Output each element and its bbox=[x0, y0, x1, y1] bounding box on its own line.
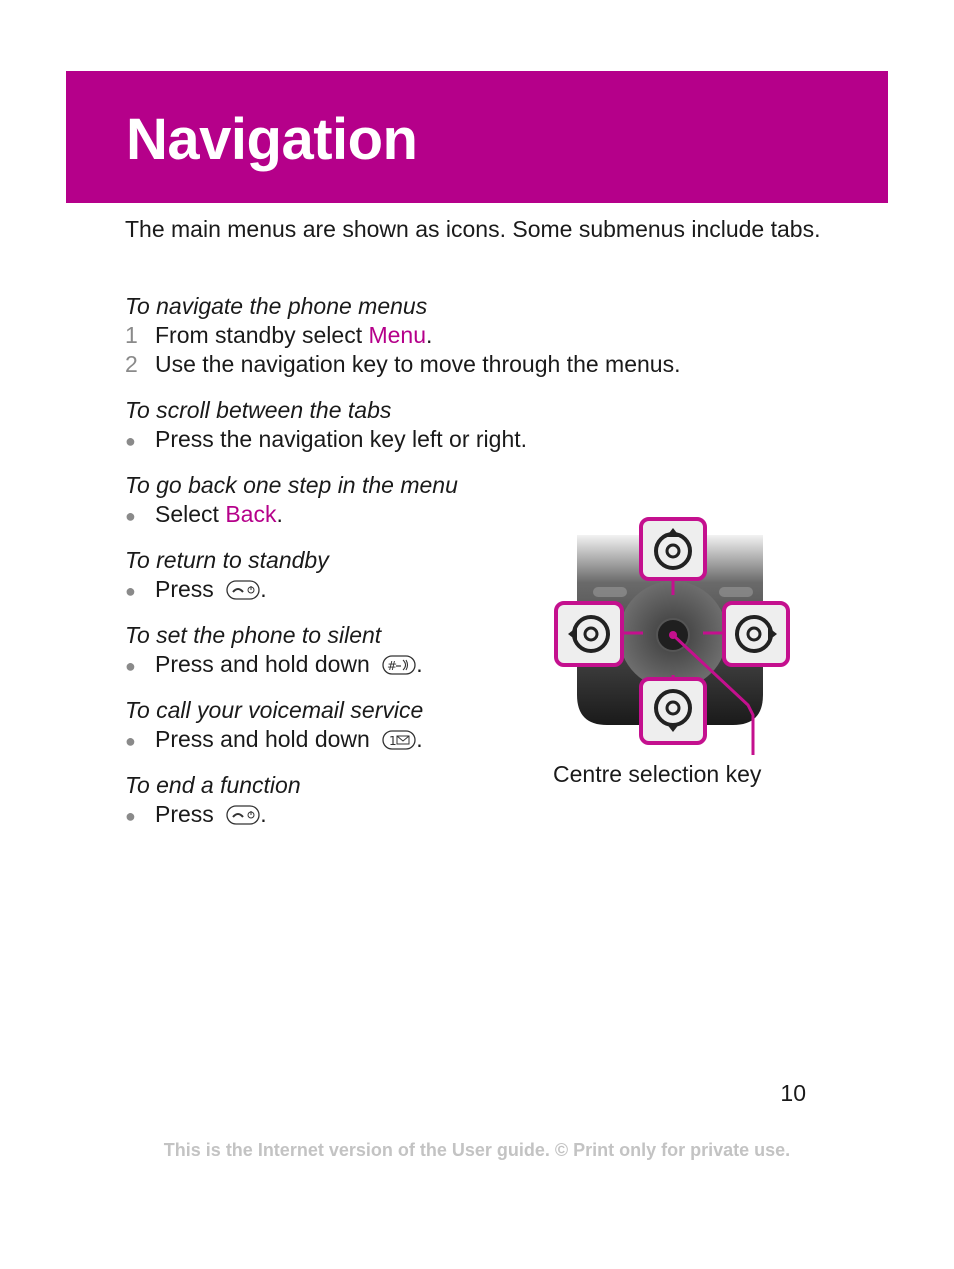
step-number: 1 bbox=[125, 322, 138, 348]
step-text: Use the navigation key to move through the menus. bbox=[155, 351, 681, 377]
one-voicemail-key-icon bbox=[382, 730, 416, 750]
bullet-item: ● Select Back. bbox=[125, 499, 283, 531]
section-title-silent: To set the phone to silent bbox=[125, 622, 382, 648]
step-number: 2 bbox=[125, 351, 138, 377]
step-text: From standby select bbox=[155, 322, 369, 348]
svg-text:#: # bbox=[387, 659, 398, 673]
page-number: 10 bbox=[780, 1080, 806, 1106]
bullet-icon: ● bbox=[125, 656, 136, 676]
section-title-end-function: To end a function bbox=[125, 772, 301, 798]
intro-block bbox=[125, 214, 845, 244]
section-title-return-standby: To return to standby bbox=[125, 547, 329, 573]
step-2 bbox=[125, 349, 680, 379]
back-softkey-label: Back bbox=[225, 501, 277, 527]
hash-silent-key-icon bbox=[382, 655, 416, 675]
bullet-item: ● Press and hold down 1 . bbox=[125, 724, 423, 756]
page-title: Navigation bbox=[126, 107, 418, 172]
bullet-item: ● Press and hold down # . bbox=[125, 649, 423, 681]
figure-caption: Centre selection key bbox=[553, 761, 762, 787]
end-call-key-icon bbox=[226, 580, 260, 600]
left-direction-icon bbox=[556, 603, 622, 665]
bullet-icon: ● bbox=[125, 731, 136, 751]
bullet-icon: ● bbox=[125, 581, 136, 601]
up-direction-icon bbox=[641, 519, 705, 579]
section-title-go-back: To go back one step in the menu bbox=[125, 472, 458, 498]
bullet-item: ● Press the navigation key left or right. bbox=[125, 424, 527, 456]
section-title-voicemail: To call your voicemail service bbox=[125, 697, 424, 723]
down-direction-icon bbox=[641, 679, 705, 743]
end-call-key-icon bbox=[226, 805, 260, 825]
section-title-scroll-tabs: To scroll between the tabs bbox=[125, 397, 392, 423]
svg-text:1: 1 bbox=[389, 734, 397, 748]
footer-notice: This is the Internet version of the User guide. © Print only for private use. bbox=[163, 1140, 791, 1160]
section-title-navigate: To navigate the phone menus bbox=[125, 293, 428, 319]
intro-text: The main menus are shown as icons. Some submenus include tabs. bbox=[125, 216, 821, 242]
step-1: 1 From standby select Menu. bbox=[125, 322, 433, 348]
bullet-icon: ● bbox=[125, 506, 136, 526]
title-banner bbox=[66, 71, 888, 203]
menu-softkey-label: Menu bbox=[368, 322, 427, 348]
navigation-key-illustration bbox=[553, 515, 793, 760]
bullet-item: ● Press . bbox=[125, 574, 267, 606]
bullet-icon: ● bbox=[125, 431, 136, 451]
right-direction-icon bbox=[724, 603, 788, 665]
bullet-icon: ● bbox=[125, 806, 136, 826]
bullet-item: ● Press . bbox=[125, 799, 267, 831]
